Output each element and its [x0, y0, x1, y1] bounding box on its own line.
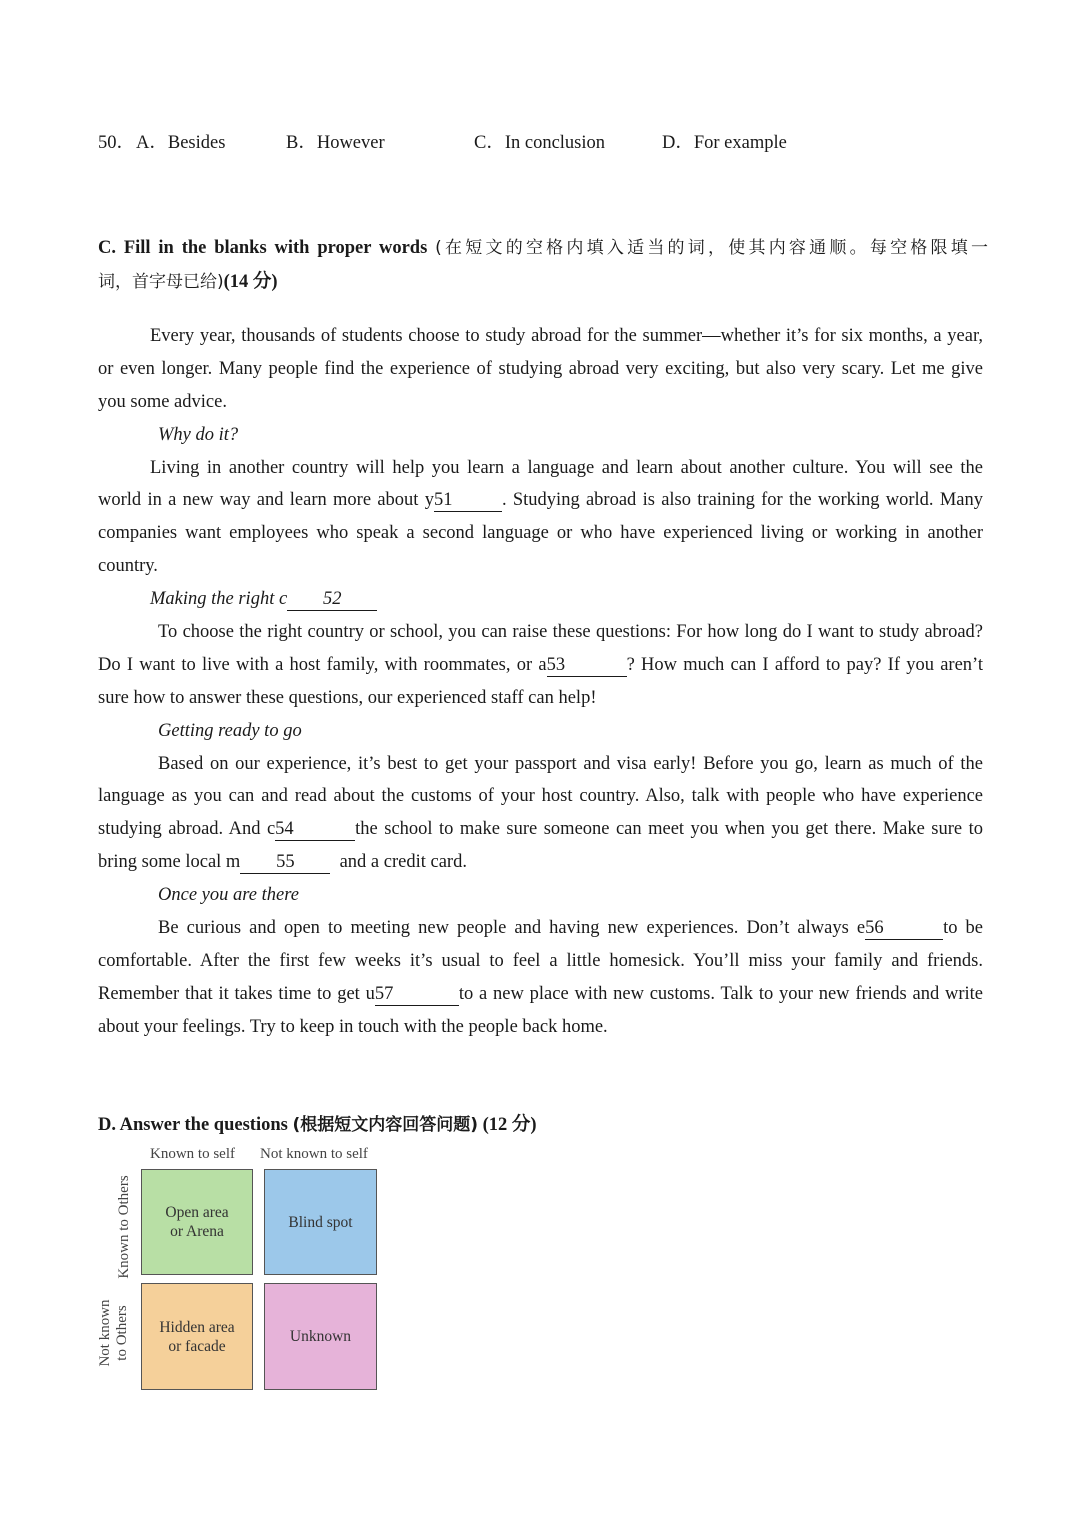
quadrant-unknown: Unknown [264, 1283, 377, 1390]
option-d: D．For example [662, 133, 787, 153]
paragraph-2-line: Living in another country will help you learn a language and learn about another culture. You will see the [150, 457, 983, 478]
row-label-not-known-to-others: Not known to Others [97, 1299, 130, 1367]
paragraph-2-line: world in a new way and learn more about y51 . Studying abroad is also training for the working world. Many [98, 490, 983, 511]
paragraph-3-line: Do I want to live with a host family, with roommates, or a53 ? How much can I afford to pay? If you aren’t [98, 654, 983, 675]
question-50-number: 50． [98, 133, 136, 153]
blank-51[interactable]: 51 [434, 489, 502, 512]
subheading-making-choice: Making the right c 52 [98, 583, 983, 616]
quadrant-hidden-area: Hidden area or facade [141, 1283, 253, 1390]
paragraph-4-line: studying abroad. And c54 the school to make sure someone can meet you when you get there. Make sure to [98, 819, 983, 840]
paragraph-3-line: To choose the right country or school, you can raise these questions: For how long do I want to study abroad? [158, 622, 983, 643]
paragraph-5-line: about your feelings. Try to keep in touch with the people back home. [98, 1016, 608, 1037]
column-label-known-to-self: Known to self [150, 1146, 235, 1162]
paragraph-4-line: Based on our experience, it’s best to get your passport and visa early! Before you go, learn as much of the [158, 753, 983, 774]
paragraph-1-line: you some advice. [98, 391, 227, 412]
paragraph-1-line: Every year, thousands of students choose to study abroad for the summer—whether it’s for six months, a year, [150, 326, 983, 346]
paragraph-4-line: bring some local m 55 and a credit card. [98, 852, 467, 873]
section-c-title-line-2: 词，首字母已给)(14 分) [98, 272, 278, 292]
subheading-once-there: Once you are there [158, 885, 299, 906]
section-d-title: D. Answer the questions (根据短文内容回答问题) (12 分) [98, 1115, 537, 1135]
column-label-not-known-to-self: Not known to self [260, 1146, 368, 1162]
section-c-title [98, 231, 988, 299]
cloze-passage [98, 320, 983, 1044]
blank-54[interactable]: 54 [275, 818, 355, 841]
quadrant-blind-spot: Blind spot [264, 1169, 377, 1275]
option-a: A．Besides [136, 133, 226, 153]
paragraph-2-line: country. [98, 556, 158, 577]
paragraph-5-line: comfortable. After the first few weeks it’s usual to feel a little homesick. You’ll miss your family and friends. [98, 950, 983, 971]
paragraph-2-line: companies want employees who speak a second language or who have experienced living or working in another [98, 523, 983, 544]
johari-window-figure [96, 1142, 386, 1397]
blank-57[interactable]: 57 [375, 983, 459, 1006]
paragraph-5-line: Remember that it takes time to get u57 to a new place with new customs. Talk to your new friends and write [98, 983, 983, 1004]
section-c-title-line-1: C. Fill in the blanks with proper words (在短文的空格内填入适当的词，使其内容通顺。每空格限填一 [98, 238, 988, 258]
row-label-known-to-others: Known to Others [116, 1175, 132, 1279]
option-c: C．In conclusion [474, 133, 606, 153]
blank-56[interactable]: 56 [865, 917, 943, 940]
quadrant-open-area: Open area or Arena [141, 1169, 253, 1275]
subheading-why: Why do it? [158, 424, 239, 445]
blank-53[interactable]: 53 [547, 654, 627, 677]
blank-52[interactable]: 52 [287, 588, 377, 611]
paragraph-5-line: Be curious and open to meeting new people and having new experiences. Don’t always e56 to be [158, 918, 983, 939]
paragraph-1-line: or even longer. Many people find the experience of studying abroad very exciting, but also very scary. Let me give [98, 358, 983, 379]
paragraph-4-line: language as you can and read about the customs of your host country. Also, talk with people who have experience [98, 786, 983, 807]
option-b: B．However [286, 133, 385, 153]
blank-55[interactable]: 55 [240, 851, 330, 874]
question-50-options [98, 128, 998, 158]
subheading-getting-ready: Getting ready to go [158, 720, 302, 741]
paragraph-3-line: sure how to answer these questions, our experienced staff can help! [98, 687, 597, 708]
